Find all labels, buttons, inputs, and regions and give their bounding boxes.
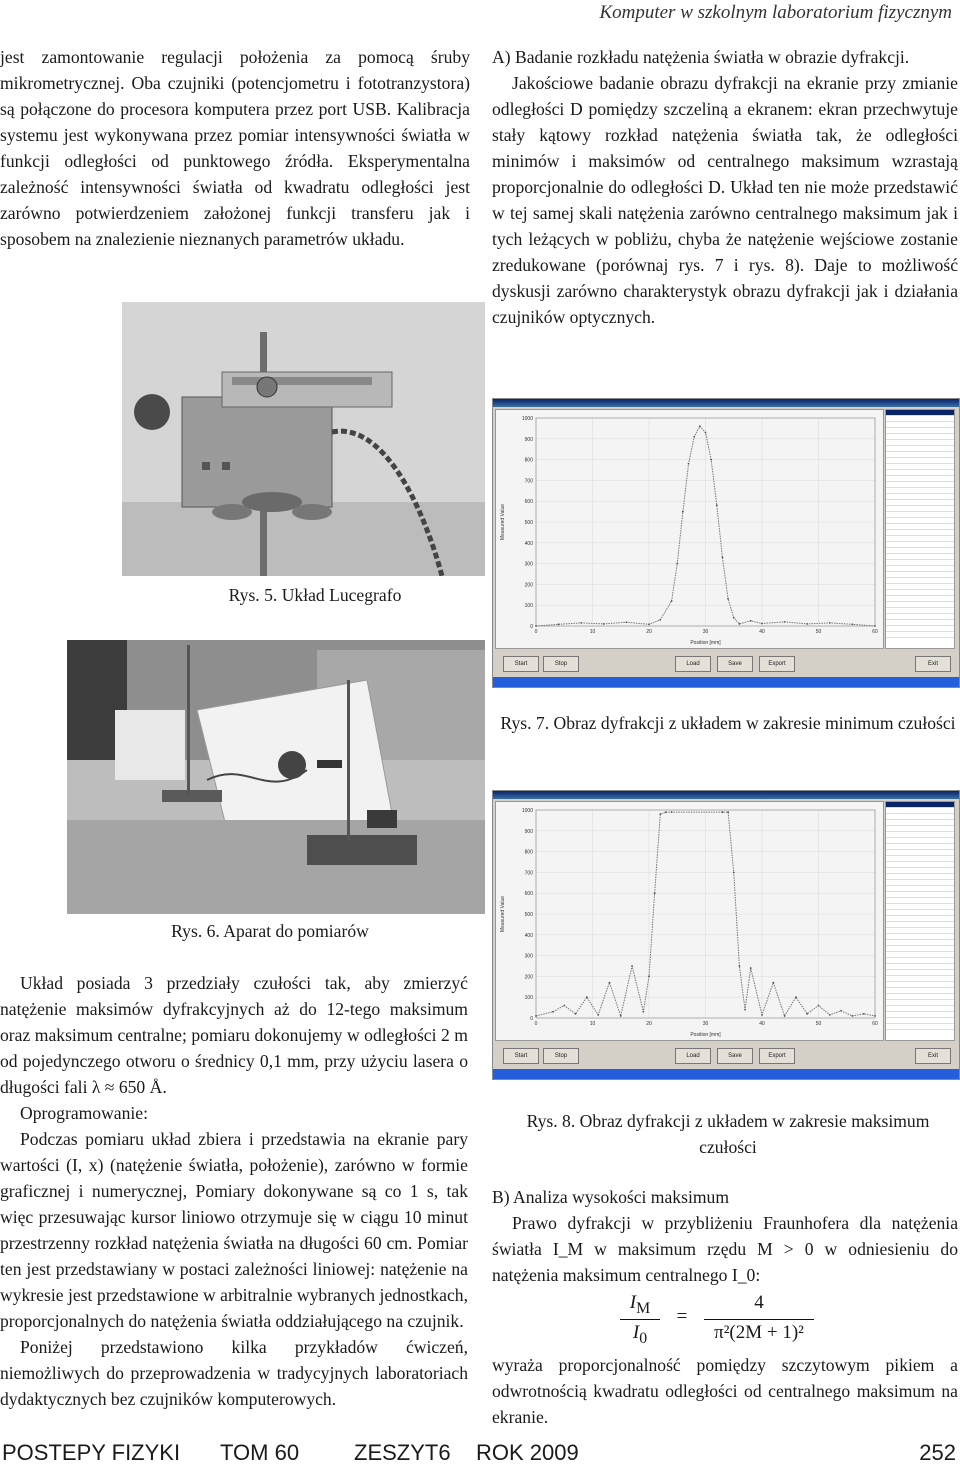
data-point bbox=[733, 617, 735, 619]
data-point bbox=[676, 563, 678, 565]
figure-5-photo bbox=[122, 302, 485, 576]
data-point bbox=[750, 620, 752, 622]
diffraction-chart-min bbox=[496, 410, 883, 648]
formula-equals: = bbox=[676, 1306, 688, 1327]
save-button[interactable]: Save bbox=[717, 656, 753, 672]
page-footer bbox=[2, 1440, 958, 1468]
x-tick-label: 0 bbox=[534, 629, 538, 635]
figure-7-caption: Rys. 7. Obraz dyfrakcji z układem w zakresie minimum czułości bbox=[500, 713, 956, 733]
formula-lhs-denominator bbox=[620, 1322, 660, 1348]
start-button[interactable]: Start bbox=[503, 1048, 539, 1064]
window-titlebar bbox=[493, 791, 959, 799]
y-tick-label: 600 bbox=[524, 891, 533, 898]
data-point bbox=[648, 976, 650, 978]
data-point bbox=[603, 623, 605, 625]
x-axis-label: Position [mm] bbox=[690, 640, 721, 646]
fraunhofer-formula bbox=[492, 1290, 958, 1350]
data-point bbox=[705, 432, 707, 434]
data-point bbox=[761, 623, 763, 625]
data-point bbox=[829, 622, 831, 624]
data-point bbox=[631, 965, 633, 967]
y-axis-label: Measured Value bbox=[500, 895, 506, 933]
load-button[interactable]: Load bbox=[675, 1048, 711, 1064]
figure-7-screenshot bbox=[492, 398, 960, 688]
y-tick-label: 900 bbox=[524, 828, 533, 835]
save-button[interactable]: Save bbox=[717, 1048, 753, 1064]
x-tick-label: 30 bbox=[702, 1021, 709, 1027]
x-tick-label: 40 bbox=[759, 629, 765, 635]
data-point bbox=[806, 623, 808, 625]
figure-8-caption: Rys. 8. Obraz dyfrakcji z układem w zakresie maksimum czułości bbox=[526, 1111, 930, 1157]
running-header: Komputer w szkolnym laboratorium fizycznym bbox=[599, 2, 952, 23]
button-bar bbox=[495, 653, 955, 675]
data-point bbox=[648, 623, 650, 625]
data-point bbox=[806, 1013, 808, 1015]
formula-symbol: I bbox=[629, 1292, 637, 1313]
data-point bbox=[597, 1014, 599, 1016]
right-column-end bbox=[492, 1352, 958, 1430]
y-tick-label: 200 bbox=[524, 974, 533, 981]
figure-5-caption: Rys. 5. Układ Lucegrafo bbox=[228, 585, 402, 605]
footer-issue: ZESZYT6 bbox=[354, 1440, 451, 1465]
data-point bbox=[620, 1015, 622, 1017]
table-row[interactable] bbox=[886, 1024, 954, 1030]
figure-6-caption: Rys. 6. Aparat do pomiarów bbox=[171, 921, 369, 941]
y-tick-label: 300 bbox=[524, 953, 533, 960]
table-row[interactable] bbox=[886, 632, 954, 638]
data-point bbox=[727, 598, 729, 600]
windows-taskbar bbox=[493, 677, 959, 687]
data-point bbox=[739, 623, 741, 625]
x-tick-label: 20 bbox=[646, 629, 652, 635]
paragraph-software: Podczas pomiaru układ zbiera i przedstawia na ekranie pary wartości (I, x) (natężenie światła, położenie), zarówno w formie graficznej i numerycznej, Pomiary dokonywane są co 1 s, tak więc przesuwając kursor liniowo otrzymuje się w ciągu 10 minut przestrzenny rozkład natężenia światła na długości 60 cm. Pomiar ten jest przedstawiany w postaci zależności liniowej: natężenie na wykresie jest przedstawione w arbitralnie wybranych jednostkach, proporcjonalnych do natężenia światła oddziałującego na czujnik. bbox=[0, 1129, 468, 1331]
load-button[interactable]: Load bbox=[675, 656, 711, 672]
data-point bbox=[744, 1009, 746, 1011]
data-point bbox=[699, 425, 701, 427]
x-tick-label: 30 bbox=[702, 629, 709, 635]
right-column-bottom bbox=[492, 1184, 958, 1288]
x-tick-label: 60 bbox=[872, 1021, 878, 1027]
x-tick-label: 0 bbox=[534, 1021, 538, 1027]
y-tick-label: 800 bbox=[524, 457, 533, 464]
y-tick-label: 700 bbox=[524, 478, 533, 485]
footer-journal: POSTEPY FIZYKI bbox=[2, 1440, 181, 1465]
diffraction-chart-max bbox=[496, 802, 883, 1040]
data-point bbox=[722, 811, 724, 813]
x-tick-label: 20 bbox=[646, 1021, 652, 1027]
paragraph-sensitivity: Układ posiada 3 przedziały czułości tak, aby zmierzyć natężenie maksimów dyfrakcyjnych aż do 12-tego maksimum oraz maksimum centralne; pomiaru dokonujemy w odległości 2 m od pojedynczego otworu o średnicy 0,1 mm, przy użyciu lasera o długości fali λ ≈ 650 Å. bbox=[0, 973, 468, 1097]
y-tick-label: 500 bbox=[524, 912, 533, 918]
export-button[interactable]: Export bbox=[759, 1048, 795, 1064]
data-point bbox=[852, 1015, 854, 1017]
data-point bbox=[586, 996, 588, 998]
data-point bbox=[727, 811, 729, 813]
left-column-bottom bbox=[0, 970, 468, 1412]
plot-area bbox=[495, 409, 884, 649]
x-tick-label: 60 bbox=[872, 629, 878, 635]
lucegrafo-illustration bbox=[122, 302, 485, 576]
data-point bbox=[688, 463, 690, 465]
section-b-outro: wyraża proporcjonalność pomiędzy szczytowym pikiem a odwrotnością kwadratu odległości od centralnego maksimum na ekranie. bbox=[492, 1355, 958, 1427]
section-a-title: A) Badanie rozkładu natężenia światła w obrazie dyfrakcji. bbox=[492, 47, 910, 67]
y-tick-label: 0 bbox=[530, 1016, 533, 1022]
export-button[interactable]: Export bbox=[759, 656, 795, 672]
windows-taskbar bbox=[493, 1069, 959, 1079]
data-point bbox=[874, 625, 876, 627]
data-point bbox=[671, 811, 673, 813]
y-tick-label: 600 bbox=[524, 499, 533, 506]
x-tick-label: 40 bbox=[759, 1021, 765, 1027]
data-point bbox=[575, 1013, 577, 1015]
data-point bbox=[535, 625, 537, 627]
exit-button[interactable]: Exit bbox=[915, 656, 951, 672]
apparatus-illustration bbox=[67, 640, 485, 914]
data-point bbox=[795, 996, 797, 998]
data-point bbox=[739, 965, 741, 967]
y-tick-label: 200 bbox=[524, 582, 533, 589]
data-point bbox=[750, 967, 752, 969]
y-tick-label: 400 bbox=[524, 540, 533, 547]
x-tick-label: 10 bbox=[589, 629, 596, 635]
formula-rhs-numerator: 4 bbox=[754, 1292, 764, 1313]
start-button[interactable]: Start bbox=[503, 656, 539, 672]
values-table bbox=[885, 409, 955, 649]
formula-subscript: M bbox=[636, 1299, 651, 1317]
paragraph-software-heading: Oprogramowanie: bbox=[20, 1103, 149, 1123]
data-point bbox=[722, 556, 724, 558]
paragraph-examples: Poniżej przedstawiono kilka przykładów ćwiczeń, niemożliwych do przeprowadzenia w tradycyjnych laboratoriach dydaktycznych bez czujników komputerowych. bbox=[0, 1337, 468, 1409]
y-tick-label: 100 bbox=[524, 995, 533, 1002]
data-point bbox=[682, 511, 684, 513]
footer-page-number: 252 bbox=[919, 1440, 956, 1465]
data-point bbox=[659, 619, 661, 621]
button-bar bbox=[495, 1045, 955, 1067]
figure-6-photo bbox=[67, 640, 485, 914]
y-tick-label: 0 bbox=[530, 624, 533, 630]
y-tick-label: 300 bbox=[524, 561, 533, 568]
data-point bbox=[654, 892, 656, 894]
data-point bbox=[818, 1005, 820, 1007]
formula-lhs-numerator bbox=[620, 1292, 660, 1318]
data-point bbox=[840, 1010, 842, 1012]
formula-lhs-bar bbox=[620, 1319, 660, 1320]
stop-button[interactable]: Stop bbox=[543, 656, 579, 672]
data-point bbox=[659, 813, 661, 815]
footer-year: ROK 2009 bbox=[476, 1440, 579, 1465]
stop-button[interactable]: Stop bbox=[543, 1048, 579, 1064]
x-tick-label: 50 bbox=[815, 1021, 822, 1027]
data-point bbox=[642, 1011, 644, 1013]
y-axis-label: Measured Value bbox=[500, 503, 506, 541]
data-point bbox=[761, 1014, 763, 1016]
paragraph-calibration: jest zamontowanie regulacji położenia za pomocą śruby mikrometrycznej. Oba czujniki (potencjometru i fototranzystora) są połączone do procesora komputera przez port USB. Kalibracja systemu jest wykonywana przez pomiar intensywności światła w funkcji odległości od punktowego źródła. Eksperymentalna zależność intensywności światła od kwadratu odległości jest zarówno potwierdzeniem założonej funkcji transferu jak i sposobem na znalezienie nieznanych parametrów układu. bbox=[0, 47, 470, 249]
y-tick-label: 1000 bbox=[521, 416, 533, 422]
data-point bbox=[863, 1013, 865, 1015]
x-axis-label: Position [mm] bbox=[690, 1032, 721, 1038]
data-point bbox=[563, 1005, 565, 1007]
y-tick-label: 400 bbox=[524, 932, 533, 939]
y-tick-label: 500 bbox=[524, 520, 533, 526]
data-point bbox=[829, 1014, 831, 1016]
data-point bbox=[665, 811, 667, 813]
data-point bbox=[716, 504, 718, 506]
values-table bbox=[885, 801, 955, 1041]
formula-subscript: 0 bbox=[639, 1329, 648, 1347]
data-point bbox=[671, 600, 673, 602]
data-point bbox=[609, 982, 611, 984]
formula-rhs-denominator: π²(2M + 1)² bbox=[714, 1322, 804, 1343]
data-point bbox=[535, 1015, 537, 1017]
data-point bbox=[852, 623, 854, 625]
data-point bbox=[784, 1015, 786, 1017]
data-point bbox=[626, 621, 628, 623]
figure-8-screenshot bbox=[492, 790, 960, 1080]
data-point bbox=[552, 1011, 554, 1013]
data-point bbox=[733, 872, 735, 874]
y-tick-label: 900 bbox=[524, 436, 533, 443]
section-a-text: Jakościowe badanie obrazu dyfrakcji na ekranie przy zmianie odległości D pomiędzy szczeliną a ekranem: ekran przechwytuje stały kątowy rozkład natężenia światła tak, że odległości minimów i maksimów od centralnego maksimum wzrastają proporcjonalnie do odległości D. Układ ten nie może przedstawić w tej samej skali natężenia zarówno centralnego maksimum jak i tych leżących w pobliżu, chyba że natężenie wejściowe zostanie zredukowane (porównaj rys. 7 i rys. 8). Daje to możliwość dyskusji zarówno charakterystyk obrazu dyfrakcji jak i działania czujników optycznych. bbox=[492, 73, 958, 327]
formula-rhs-bar bbox=[704, 1319, 814, 1320]
left-column-top bbox=[0, 44, 470, 252]
right-column-top bbox=[492, 44, 958, 330]
x-tick-label: 50 bbox=[815, 629, 822, 635]
data-point bbox=[710, 459, 712, 461]
x-tick-label: 10 bbox=[589, 1021, 596, 1027]
plot-area bbox=[495, 801, 884, 1041]
data-point bbox=[580, 622, 582, 624]
y-tick-label: 700 bbox=[524, 870, 533, 877]
y-tick-label: 100 bbox=[524, 603, 533, 610]
data-point bbox=[693, 436, 695, 438]
section-b-title: B) Analiza wysokości maksimum bbox=[492, 1187, 729, 1207]
formula-symbol: I bbox=[632, 1322, 640, 1343]
y-tick-label: 1000 bbox=[521, 808, 533, 814]
data-point bbox=[558, 623, 560, 625]
data-point bbox=[874, 1015, 876, 1017]
data-point bbox=[772, 982, 774, 984]
window-titlebar bbox=[493, 399, 959, 407]
data-point bbox=[784, 621, 786, 623]
exit-button[interactable]: Exit bbox=[915, 1048, 951, 1064]
section-b-intro: Prawo dyfrakcji w przybliżeniu Fraunhofera dla natężenia światła I_M w maksimum rzędu M > 0 w odniesieniu do natężenia maksimum centralnego I_0: bbox=[492, 1213, 958, 1285]
footer-volume: TOM 60 bbox=[220, 1440, 300, 1465]
y-tick-label: 800 bbox=[524, 849, 533, 856]
